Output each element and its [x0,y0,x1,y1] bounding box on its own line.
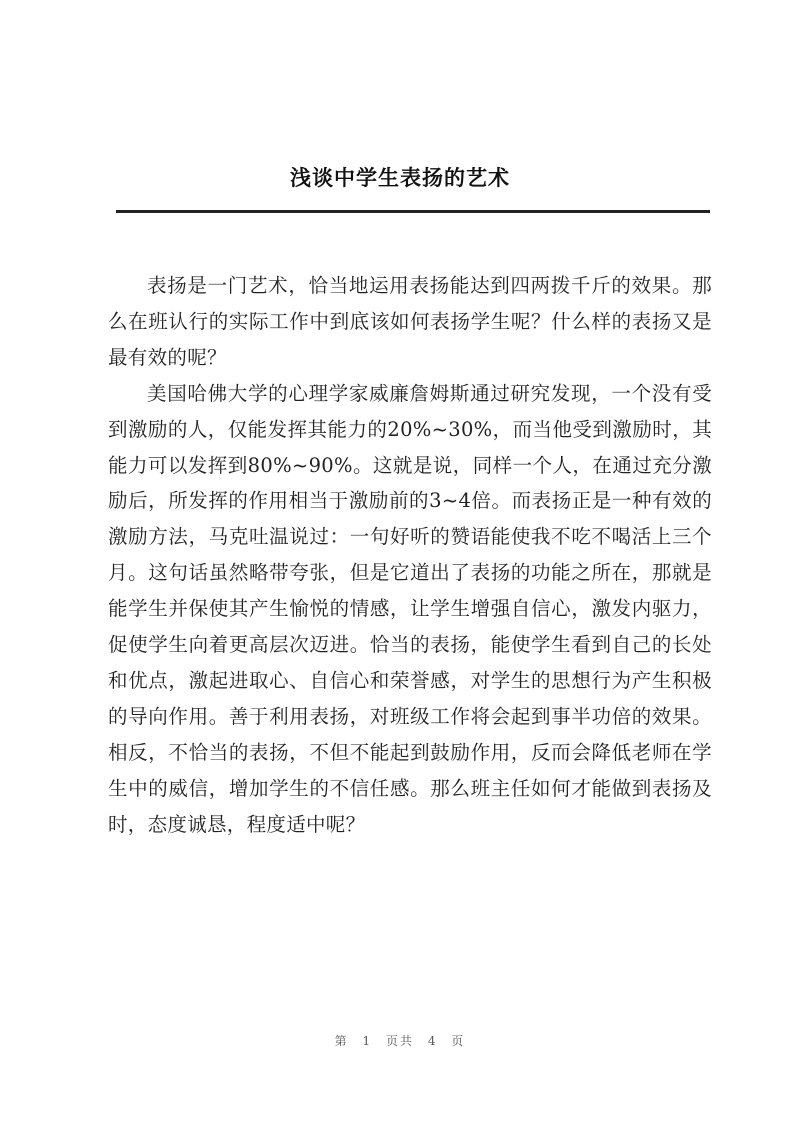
paragraph-1: 表扬是一门艺术，恰当地运用表扬能达到四两拨千斤的效果。那么在班认行的实际工作中到底该如何表扬学生呢？什么样的表扬又是最有效的呢？ [108,274,712,369]
footer-prefix: 第 [334,1034,349,1048]
title-underline [116,210,710,213]
footer-suffix: 页 [451,1034,466,1048]
page-footer [0,1032,800,1049]
footer-current-page: 1 [362,1034,373,1048]
document-body [108,268,712,843]
footer-total-pages: 4 [427,1034,438,1048]
footer-middle: 页共 [385,1034,414,1048]
document-title: 浅谈中学生表扬的艺术 [290,165,510,190]
paragraph-2: 美国哈佛大学的心理学家威廉詹姆斯通过研究发现，一个没有受到激励的人，仅能发挥其能力的20%~30%，而当他受到激励时，其能力可以发挥到80%~90%。这就是说，同样一个人，在通过充分激励后，所发挥的作用相当于激励前的3~4倍。而表扬正是一种有效的激励方法，马克吐温说过：一句好听的赞语能使我不吃不喝活上三个月。这句话虽然略带夸张，但是它道出了表扬的功能之所在，那就是能学生并保使其产生愉悦的情感，让学生增强自信心，激发内驱力，促使学生向着更高层次迈进。恰当的表扬，能使学生看到自己的长处和优点，激起进取心、自信心和荣誉感，对学生的思想行为产生积极的导向作用。善于利用表扬，对班级工作将会起到事半功倍的效果。相反，不恰当的表扬，不但不能起到鼓励作用，反而会降低老师在学生中的威信，增加学生的不信任感。那么班主任如何才能做到表扬及时，态度诚恳，程度适中呢？ [108,381,712,836]
